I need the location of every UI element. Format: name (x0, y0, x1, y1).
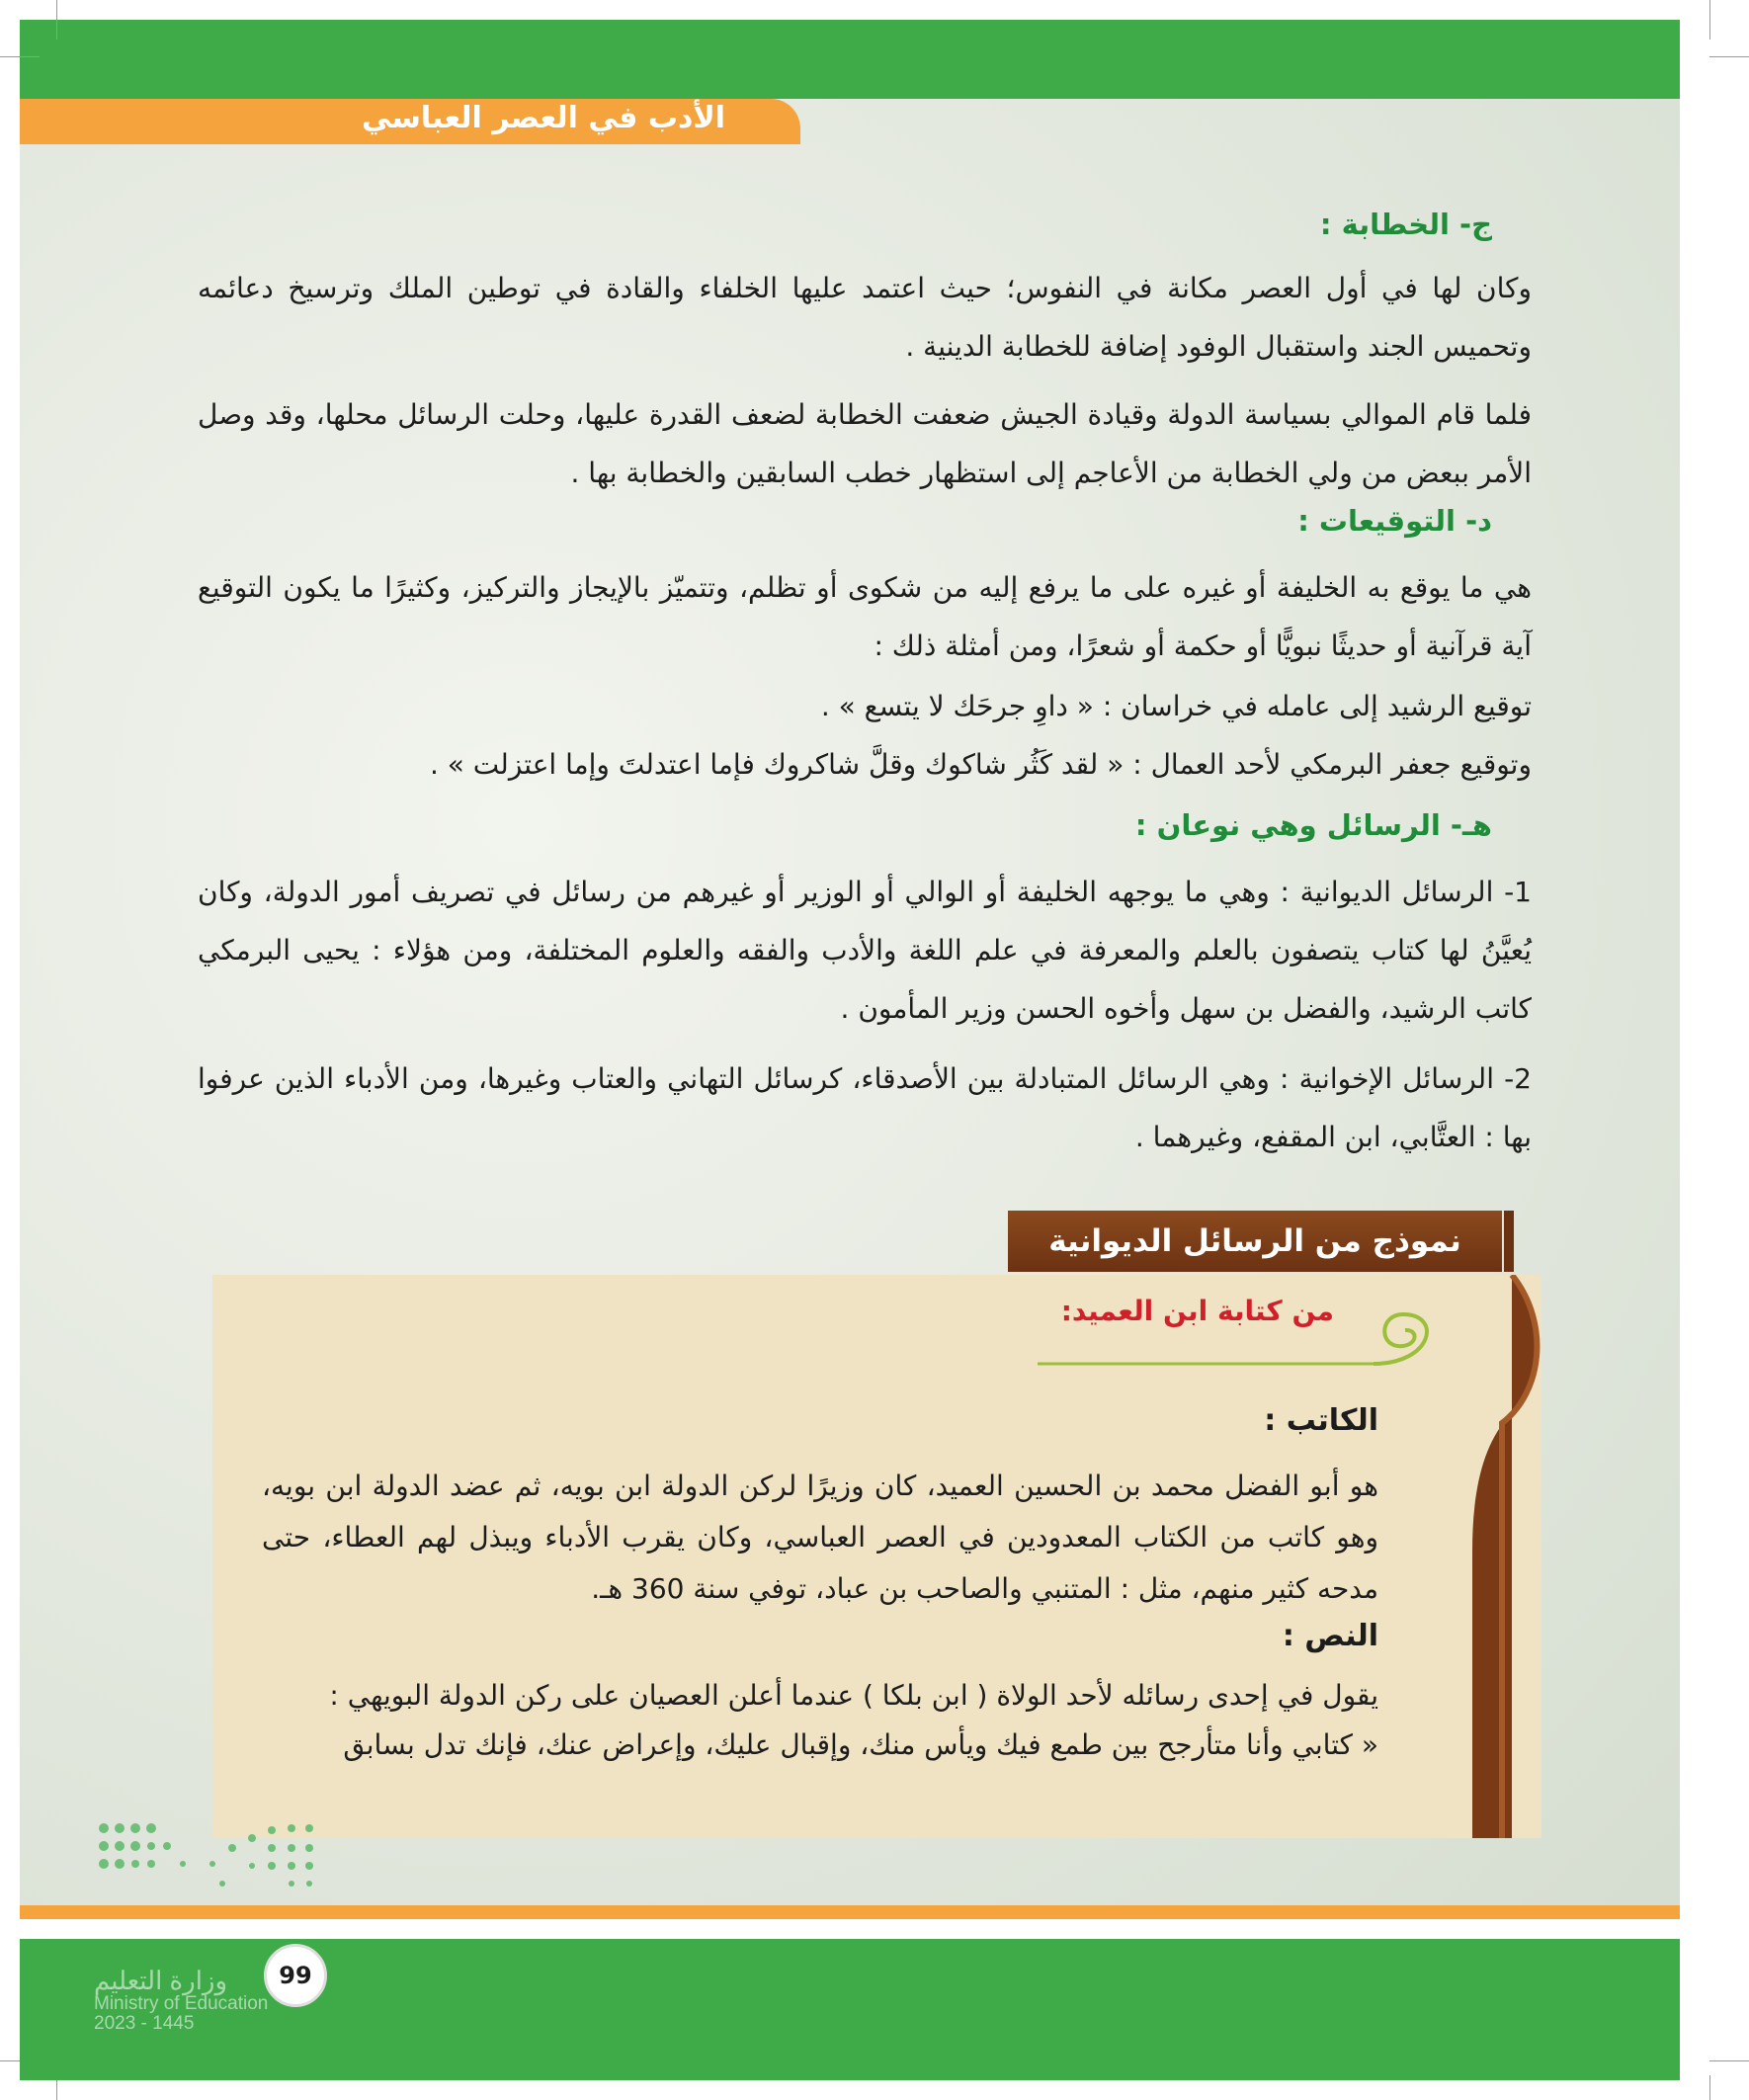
text-intro: يقول في إحدى رسائله لأحد الولاة ( ابن بلكا ) عندما أعلن العصيان على ركن الدولة البويهي : (329, 1679, 1378, 1712)
example-tawqi-2: وتوقيع جعفر البرمكي لأحد العمال : « لقد كَثُر شاكوك وقلَّ شاكروك فإما اعتدلتَ وإما اعتزلت » . (429, 748, 1532, 781)
section-heading-khataba: ج- الخطابة : (1319, 208, 1492, 241)
model-title-accent (1504, 1211, 1514, 1272)
ministry-logo-dots-icon (94, 1818, 321, 1897)
crop-mark (1709, 2060, 1749, 2061)
model-subtitle: من كتابة ابن العميد: (1060, 1295, 1334, 1327)
text-heading: النص : (1282, 1619, 1378, 1653)
swirl-ornament-icon (1038, 1304, 1453, 1374)
paragraph-tawqiat-1: هي ما يوقع به الخليفة أو غيره على ما يرفع إليه من شكوى أو تظلم، وتتميّز بالإيجاز والتركيز، وكثيرًا ما يكون التوقيع آية قرآنية أو حديثًا نبويًّا أو حكمة أو شعرًا، ومن أمثلة ذلك : (198, 571, 1532, 662)
paragraph-khataba-1: وكان لها في أول العصر مكانة في النفوس؛ حيث اعتمد عليها الخلفاء والقادة في توطين الملك وترسيخ دعائمه وتحميس الجند واستقبال الوفود إضافة للخطابة الدينية . (198, 272, 1532, 363)
top-green-bar (20, 20, 1680, 99)
writer-heading: الكاتب : (1264, 1403, 1378, 1438)
ministry-name-ar: وزارة التعليم (94, 1966, 228, 1995)
text-quote: « كتابي وأنا متأرجح بين طمع فيك ويأس منك، وإقبال عليك، وإعراض عنك، فإنك تدل بسابق (343, 1728, 1378, 1761)
paragraph-khataba-2: فلما قام الموالي بسياسة الدولة وقيادة الجيش ضعفت الخطابة لضعف القدرة عليها، وحلت الرسائل محلها، وقد وصل الأمر ببعض من ولي الخطابة من الأعاجم إلى استظهار خطب السابقين والخطابة بها . (198, 398, 1532, 489)
bottom-orange-bar (20, 1905, 1680, 1919)
section-heading-rasail: هـ- الرسائل وهي نوعان : (1134, 808, 1492, 842)
ministry-watermark (94, 1967, 268, 2034)
crop-mark (1709, 0, 1710, 40)
chapter-title: الأدب في العصر العباسي (361, 101, 726, 135)
crop-mark (56, 0, 57, 40)
ministry-year: 2023 - 1445 (94, 2013, 195, 2034)
list-item-rasail-2: 2- الرسائل الإخوانية : وهي الرسائل المتبادلة بين الأصدقاء، كرسائل التهاني والعتاب وغيرها، ومن الأدباء الذين عرفوا بها : العتَّابي، ابن المقفع، وغيرهما . (198, 1062, 1532, 1153)
list-item-rasail-1: 1- الرسائل الديوانية : وهي ما يوجهه الخليفة أو الوالي أو الوزير أو غيرهم من رسائل في تصريف أمور الدولة، وكان يُعيَّنُ لها كتاب يتصفون بالعلم والمعرفة في علم اللغة والأدب والفقه والعلوم المختلفة، ومن هؤلاء : يحيى البرمكي كاتب الرشيد، والفضل بن سهل وأخوه الحسن وزير المأمون . (198, 876, 1532, 1025)
crop-mark (0, 56, 40, 57)
bottom-white-gap (20, 1919, 1680, 1939)
model-title: نموذج من الرسائل الديوانية (1008, 1211, 1502, 1272)
ministry-name-en: Ministry of Education (94, 1993, 269, 2014)
crop-mark (1709, 56, 1749, 57)
crop-mark (1709, 2075, 1710, 2100)
page-number: 99 (264, 1944, 327, 2007)
section-heading-tawqiat: د- التوقيعات : (1297, 504, 1492, 538)
writer-paragraph: هو أبو الفضل محمد بن الحسين العميد، كان وزيرًا لركن الدولة ابن بويه، ثم عضد الدولة ابن بويه، وهو كاتب من الكتاب المعدودين في العصر العباسي، وكان يقرب الأدباء ويبذل لهم العطاء، حتى مدحه كثير منهم، مثل : المتنبي والصاحب بن عباد، توفي سنة 360 هـ. (262, 1470, 1378, 1605)
example-tawqi-1: توقيع الرشيد إلى عامله في خراسان : « داوِ جرحَك لا يتسع » . (820, 690, 1532, 722)
brown-arc-decoration (1453, 1275, 1551, 1838)
